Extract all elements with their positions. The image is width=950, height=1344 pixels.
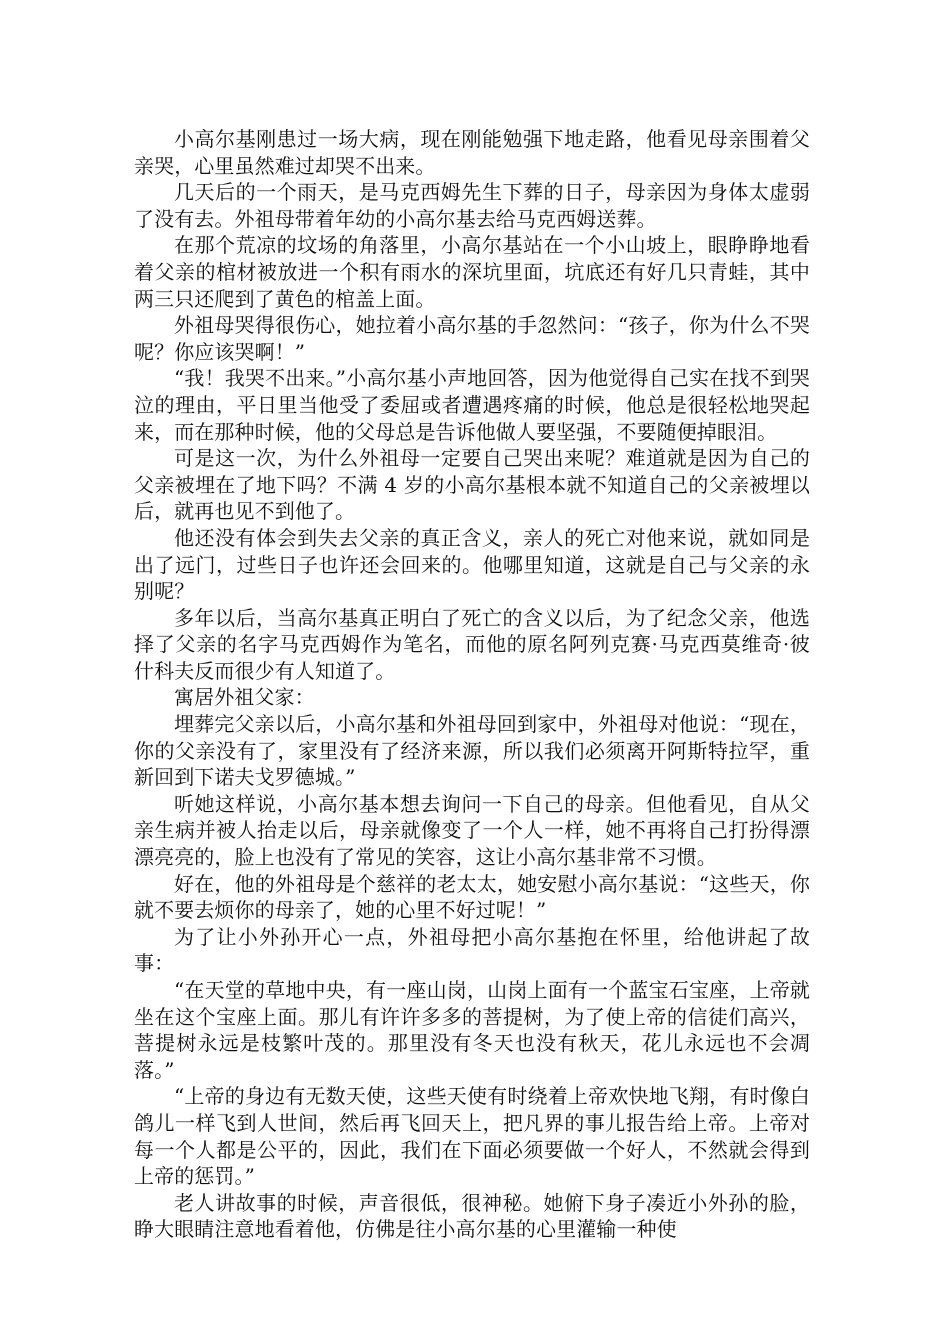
paragraph: 老人讲故事的时候，声音很低，很神秘。她俯下身子凑近小外孙的脸，睁大眼睛注意地看着他，仿佛是往小高尔基的心里灌输一种使: [134, 1190, 810, 1242]
paragraph: 多年以后，当高尔基真正明白了死亡的含义以后，为了纪念父亲，他选择了父亲的名字马克西姆作为笔名，而他的原名阿列克赛·马克西莫维奇·彼什科夫反而很少有人知道了。: [134, 605, 810, 683]
paragraph: 外祖母哭得很伤心，她拉着小高尔基的手忽然问：“孩子，你为什么不哭呢？你应该哭啊！”: [134, 313, 810, 364]
section-heading: 寓居外祖父家：: [174, 685, 315, 710]
paragraph: 听她这样说，小高尔基本想去询问一下自己的母亲。但他看见，自从父亲生病并被人抬走以后，母亲就像变了一个人一样，她不再将自己打扮得漂漂亮亮的，脸上也没有了常见的笑容，这让小高尔基非常不习惯。: [134, 791, 810, 870]
paragraph: 好在，他的外祖母是个慈祥的老太太，她安慰小高尔基说：“这些天，你就不要去烦你的母亲了，她的心里不好过呢！”: [134, 871, 810, 923]
paragraph: 为了让小外孙开心一点，外祖母把小高尔基抱在怀里，给他讲起了故事：: [134, 924, 810, 976]
paragraph: “在天堂的草地中央，有一座山岗，山岗上面有一个蓝宝石宝座，上帝就坐在这个宝座上面。那儿有许许多多的菩提树，为了使上帝的信徒们高兴，菩提树永远是枝繁叶茂的。那里没有冬天也没有秋天，花儿永远也不会凋落。”: [134, 978, 810, 1082]
paragraph: 几天后的一个雨天，是马克西姆先生下葬的日子，母亲因为身体太虚弱了没有去。外祖母带着年幼的小高尔基去给马克西姆送葬。: [134, 180, 810, 231]
paragraph: 在那个荒凉的坟场的角落里，小高尔基站在一个小山坡上，眼睁睁地看着父亲的棺材被放进一个积有雨水的深坑里面，坑底还有好几只青蛙，其中两三只还爬到了黄色的棺盖上面。: [134, 233, 810, 311]
paragraph: 可是这一次，为什么外祖母一定要自己哭出来呢？难道就是因为自己的父亲被埋在了地下吗？不满 4 岁的小高尔基根本就不知道自己的父亲被埋以后，就再也见不到他了。: [134, 446, 810, 524]
paragraph: “上帝的身边有无数天使，这些天使有时绕着上帝欢快地飞翔，有时像白鸽儿一样飞到人世间，然后再飞回天上，把凡界的事儿报告给上帝。上帝对每一个人都是公平的，因此，我们在下面必须要做一个好人，不然就会得到上帝的惩罚。”: [134, 1084, 810, 1189]
paragraph: 小高尔基刚患过一场大病，现在刚能勉强下地走路，他看见母亲围着父亲哭，心里虽然难过却哭不出来。: [134, 127, 810, 178]
paragraph: 埋葬完父亲以后，小高尔基和外祖母回到家中，外祖母对他说：“现在，你的父亲没有了，家里没有了经济来源，所以我们必须离开阿斯特拉罕，重新回到下诺夫戈罗德城。”: [134, 712, 810, 790]
paragraph: “我！我哭不出来。”小高尔基小声地回答，因为他觉得自己实在找不到哭泣的理由，平日里当他受了委屈或者遭遇疼痛的时候，他总是很轻松地哭起来，而在那种时候，他的父母总是告诉他做人要坚强，不要随便掉眼泪。: [134, 366, 810, 444]
paragraph: 他还没有体会到失去父亲的真正含义，亲人的死亡对他来说，就如同是出了远门，过些日子也许还会回来的。他哪里知道，这就是自己与父亲的永别呢？: [134, 525, 810, 604]
article-body: [134, 126, 810, 1243]
